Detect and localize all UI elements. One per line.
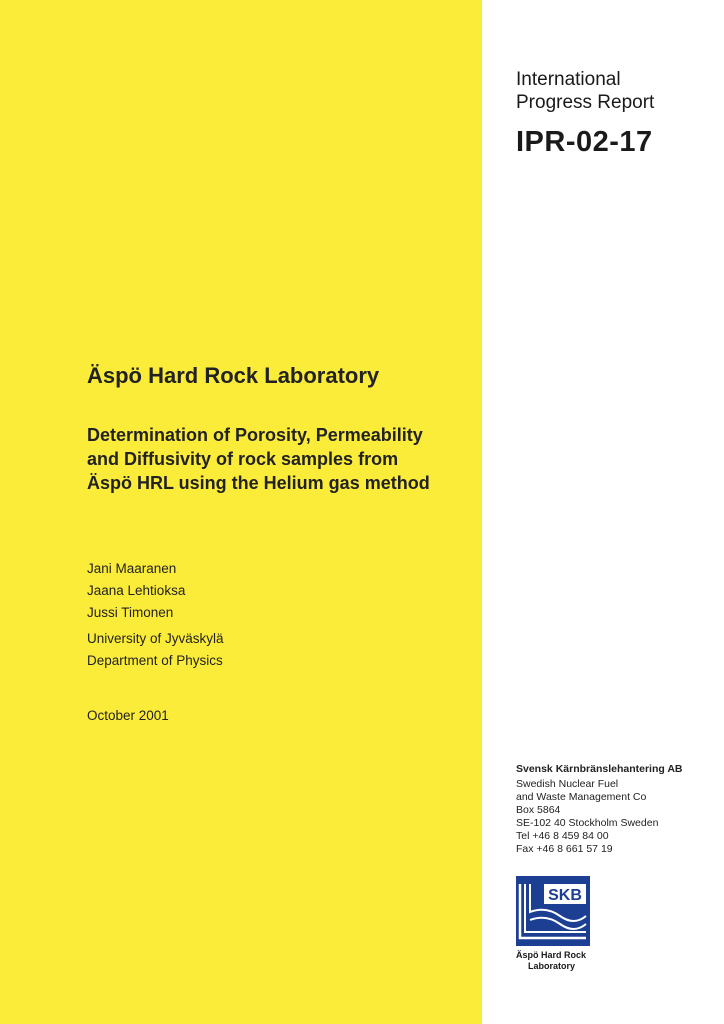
- publisher-address: SE-102 40 Stockholm Sweden: [516, 817, 659, 829]
- skb-logo-text: SKB: [548, 887, 582, 904]
- publisher-phone: Tel +46 8 459 84 00: [516, 830, 609, 842]
- publisher-fax: Fax +46 8 661 57 19: [516, 843, 613, 855]
- publisher-name: Svensk Kärnbränslehantering AB: [516, 763, 683, 775]
- main-title: Äspö Hard Rock Laboratory: [87, 363, 380, 388]
- author-name: Jaana Lehtioksa: [87, 583, 186, 598]
- author-name: Jani Maaranen: [87, 561, 177, 576]
- skb-logo: [516, 876, 590, 946]
- subtitle-line: and Diffusivity of rock samples from: [87, 449, 399, 469]
- report-series-line2: Progress Report: [516, 92, 655, 113]
- report-subtitle: [87, 423, 472, 495]
- publisher-block: [516, 763, 716, 856]
- logo-caption-line2: Laboratory: [528, 961, 576, 971]
- publisher-address: Box 5864: [516, 804, 561, 816]
- subtitle-line: Äspö HRL using the Helium gas method: [87, 473, 430, 493]
- affiliation-university: University of Jyväskylä: [87, 631, 224, 646]
- skb-logo-icon: [516, 876, 590, 946]
- logo-caption: [516, 950, 606, 972]
- publisher-line: Swedish Nuclear Fuel: [516, 778, 619, 790]
- report-series-line1: International: [516, 69, 621, 90]
- author-name: Jussi Timonen: [87, 605, 174, 620]
- publication-date: October 2001: [87, 708, 169, 723]
- logo-caption-line1: Äspö Hard Rock: [516, 950, 587, 960]
- author-list: [87, 558, 185, 624]
- report-series: [516, 68, 716, 114]
- report-number: IPR-02-17: [516, 126, 653, 158]
- affiliation-department: Department of Physics: [87, 653, 223, 668]
- affiliation: [87, 628, 224, 672]
- subtitle-line: Determination of Porosity, Permeability: [87, 425, 423, 445]
- publisher-line: and Waste Management Co: [516, 791, 647, 803]
